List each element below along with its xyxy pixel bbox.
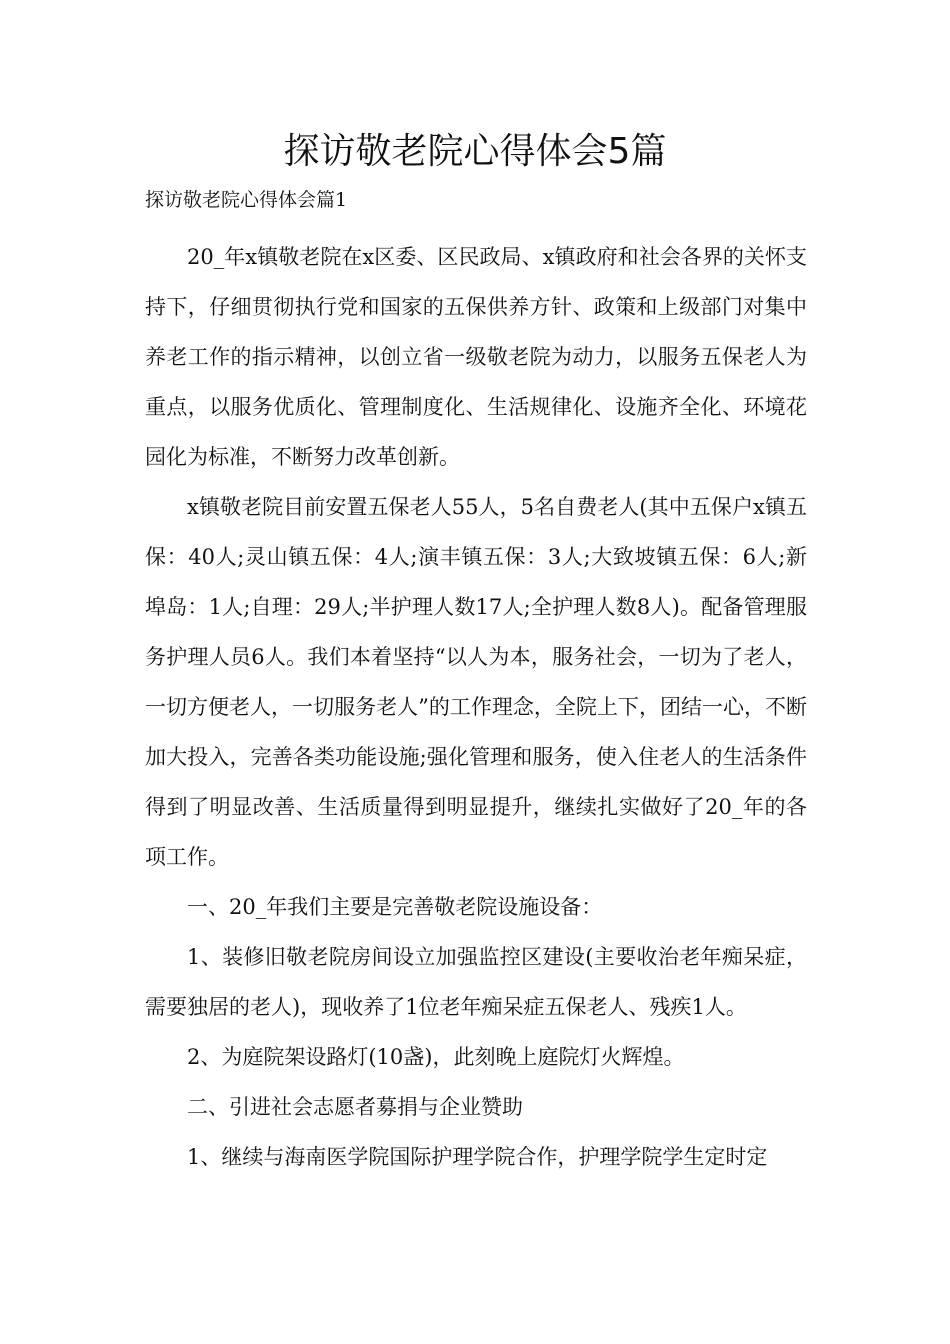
paragraph-item-2: 2、为庭院架设路灯(10盏)，此刻晚上庭院灯火辉煌。 (187, 1045, 685, 1069)
paragraph-section-one-heading: 一、20_年我们主要是完善敬老院设施设备： (187, 895, 603, 919)
document-body (145, 232, 807, 1182)
paragraph-item-1: 1、装修旧敬老院房间设立加强监控区建设(主要收治老年痴呆症，需要独居的老人)，现收养了1位老年痴呆症五保老人、残疾1人。 (145, 945, 807, 1019)
paragraph-section-two-item-1: 1、继续与海南医学院国际护理学院合作，护理学院学生定时定 (187, 1145, 768, 1169)
section-heading: 探访敬老院心得体会篇1 (145, 189, 348, 211)
document-title: 探访敬老院心得体会5篇 (283, 131, 667, 172)
paragraph-section-two-heading: 二、引进社会志愿者募捐与企业赞助 (187, 1095, 523, 1119)
paragraph-intro: 20_年x镇敬老院在x区委、区民政局、x镇政府和社会各界的关怀支持下，仔细贯彻执行党和国家的五保供养方针、政策和上级部门对集中养老工作的指示精神，以创立省一级敬老院为动力，以服务五保老人为重点，以服务优质化、管理制度化、生活规律化、设施齐全化、环境花园化为标准，不断努力改革创新。 (145, 245, 807, 469)
paragraph-status: x镇敬老院目前安置五保老人55人，5名自费老人(其中五保户x镇五保：40人;灵山镇五保：4人;演丰镇五保：3人;大致坡镇五保：6人;新埠岛：1人;自理：29人;半护理人数17人;全护理人数8人)。配备管理服务护理人员6人。我们本着坚持“以人为本，服务社会，一切为了老人，一切方便老人，一切服务老人”的工作理念，全院上下，团结一心，不断加大投入，完善各类功能设施;强化管理和服务，使入住老人的生活条件得到了明显改善、生活质量得到明显提升，继续扎实做好了20_年的各项工作。 (145, 495, 807, 869)
